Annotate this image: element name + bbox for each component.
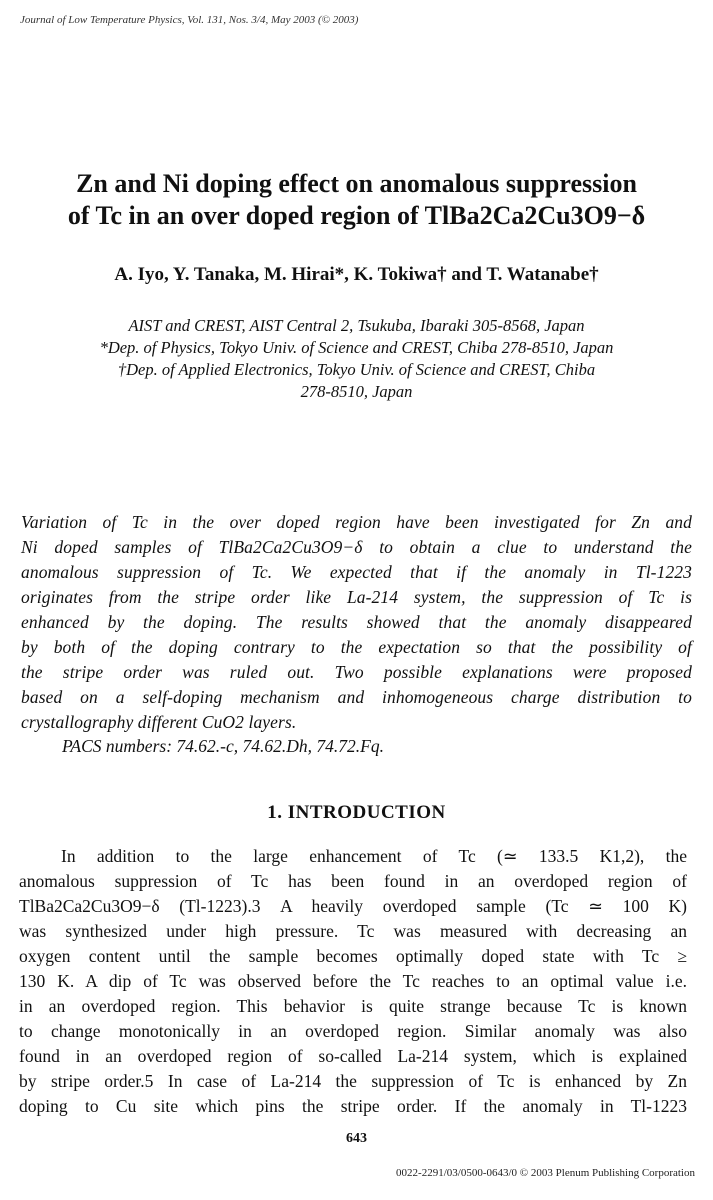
abstract-line: enhanced by the doping. The results showed that the anomaly disappeared bbox=[21, 612, 692, 632]
affiliation-2: *Dep. of Physics, Tokyo Univ. of Science and CREST, Chiba 278-8510, Japan bbox=[99, 338, 614, 357]
intro-body bbox=[19, 844, 687, 1119]
affiliation-1: AIST and CREST, AIST Central 2, Tsukuba, Ibaraki 305-8568, Japan bbox=[128, 316, 585, 335]
body-line: was synthesized under high pressure. Tc was measured with decreasing an bbox=[19, 921, 687, 941]
abstract-line: the stripe order was ruled out. Two possible explanations were proposed bbox=[21, 662, 692, 682]
body-line: 130 K. A dip of Tc was observed before the Tc reaches to an optimal value i.e. bbox=[19, 971, 687, 991]
body-line: In addition to the large enhancement of Tc (≃ 133.5 K1,2), the bbox=[61, 846, 687, 866]
pacs-numbers: PACS numbers: 74.62.-c, 74.62.Dh, 74.72.Fq. bbox=[62, 736, 384, 756]
abstract-line: Ni doped samples of TlBa2Ca2Cu3O9−δ to obtain a clue to understand the bbox=[21, 537, 692, 557]
page-number: 643 bbox=[346, 1131, 367, 1146]
abstract-line: Variation of Tc in the over doped region have been investigated for Zn and bbox=[21, 512, 692, 532]
body-line: TlBa2Ca2Cu3O9−δ (Tl-1223).3 A heavily overdoped sample (Tc ≃ 100 K) bbox=[19, 896, 687, 916]
section-heading: 1. INTRODUCTION bbox=[267, 802, 446, 823]
journal-citation: Journal of Low Temperature Physics, Vol. 131, Nos. 3/4, May 2003 (© 2003) bbox=[20, 14, 359, 26]
abstract-line: originates from the stripe order like La-214 system, the suppression of Tc is bbox=[21, 587, 692, 607]
body-line: oxygen content until the sample becomes optimally doped state with Tc ≥ bbox=[19, 946, 687, 966]
abstract-line: crystallography different CuO2 layers. bbox=[21, 712, 297, 732]
affiliation-3-cont: 278-8510, Japan bbox=[300, 382, 413, 401]
body-line: by stripe order.5 In case of La-214 the suppression of Tc is enhanced by Zn bbox=[19, 1071, 687, 1091]
body-line: doping to Cu site which pins the stripe order. If the anomaly in Tl-1223 bbox=[19, 1096, 687, 1116]
paper-title-line-1: Zn and Ni doping effect on anomalous suppression bbox=[76, 169, 637, 198]
copyright-footer: 0022-2291/03/0500-0643/0 © 2003 Plenum Publishing Corporation bbox=[396, 1167, 695, 1179]
body-line: in an overdoped region. This behavior is quite strange because Tc is known bbox=[19, 996, 687, 1016]
body-line: anomalous suppression of Tc has been found in an overdoped region of bbox=[19, 871, 687, 891]
paper-title-line-2: of Tc in an over doped region of TlBa2Ca2Cu3O9−δ bbox=[67, 201, 646, 230]
abstract-line: based on a self-doping mechanism and inhomogeneous charge distribution to bbox=[21, 687, 692, 707]
abstract bbox=[21, 510, 692, 735]
body-line: to change monotonically in an overdoped region. Similar anomaly was also bbox=[19, 1021, 687, 1041]
body-line: found in an overdoped region of so-called La-214 system, which is explained bbox=[19, 1046, 687, 1066]
affiliation-3: †Dep. of Applied Electronics, Tokyo Univ. of Science and CREST, Chiba bbox=[117, 360, 596, 379]
author-list: A. Iyo, Y. Tanaka, M. Hirai*, K. Tokiwa† and T. Watanabe† bbox=[114, 264, 599, 285]
abstract-line: anomalous suppression of Tc. We expected that if the anomaly in Tl-1223 bbox=[21, 562, 692, 582]
abstract-line: by both of the doping contrary to the expectation so that the possibility of bbox=[21, 637, 692, 657]
